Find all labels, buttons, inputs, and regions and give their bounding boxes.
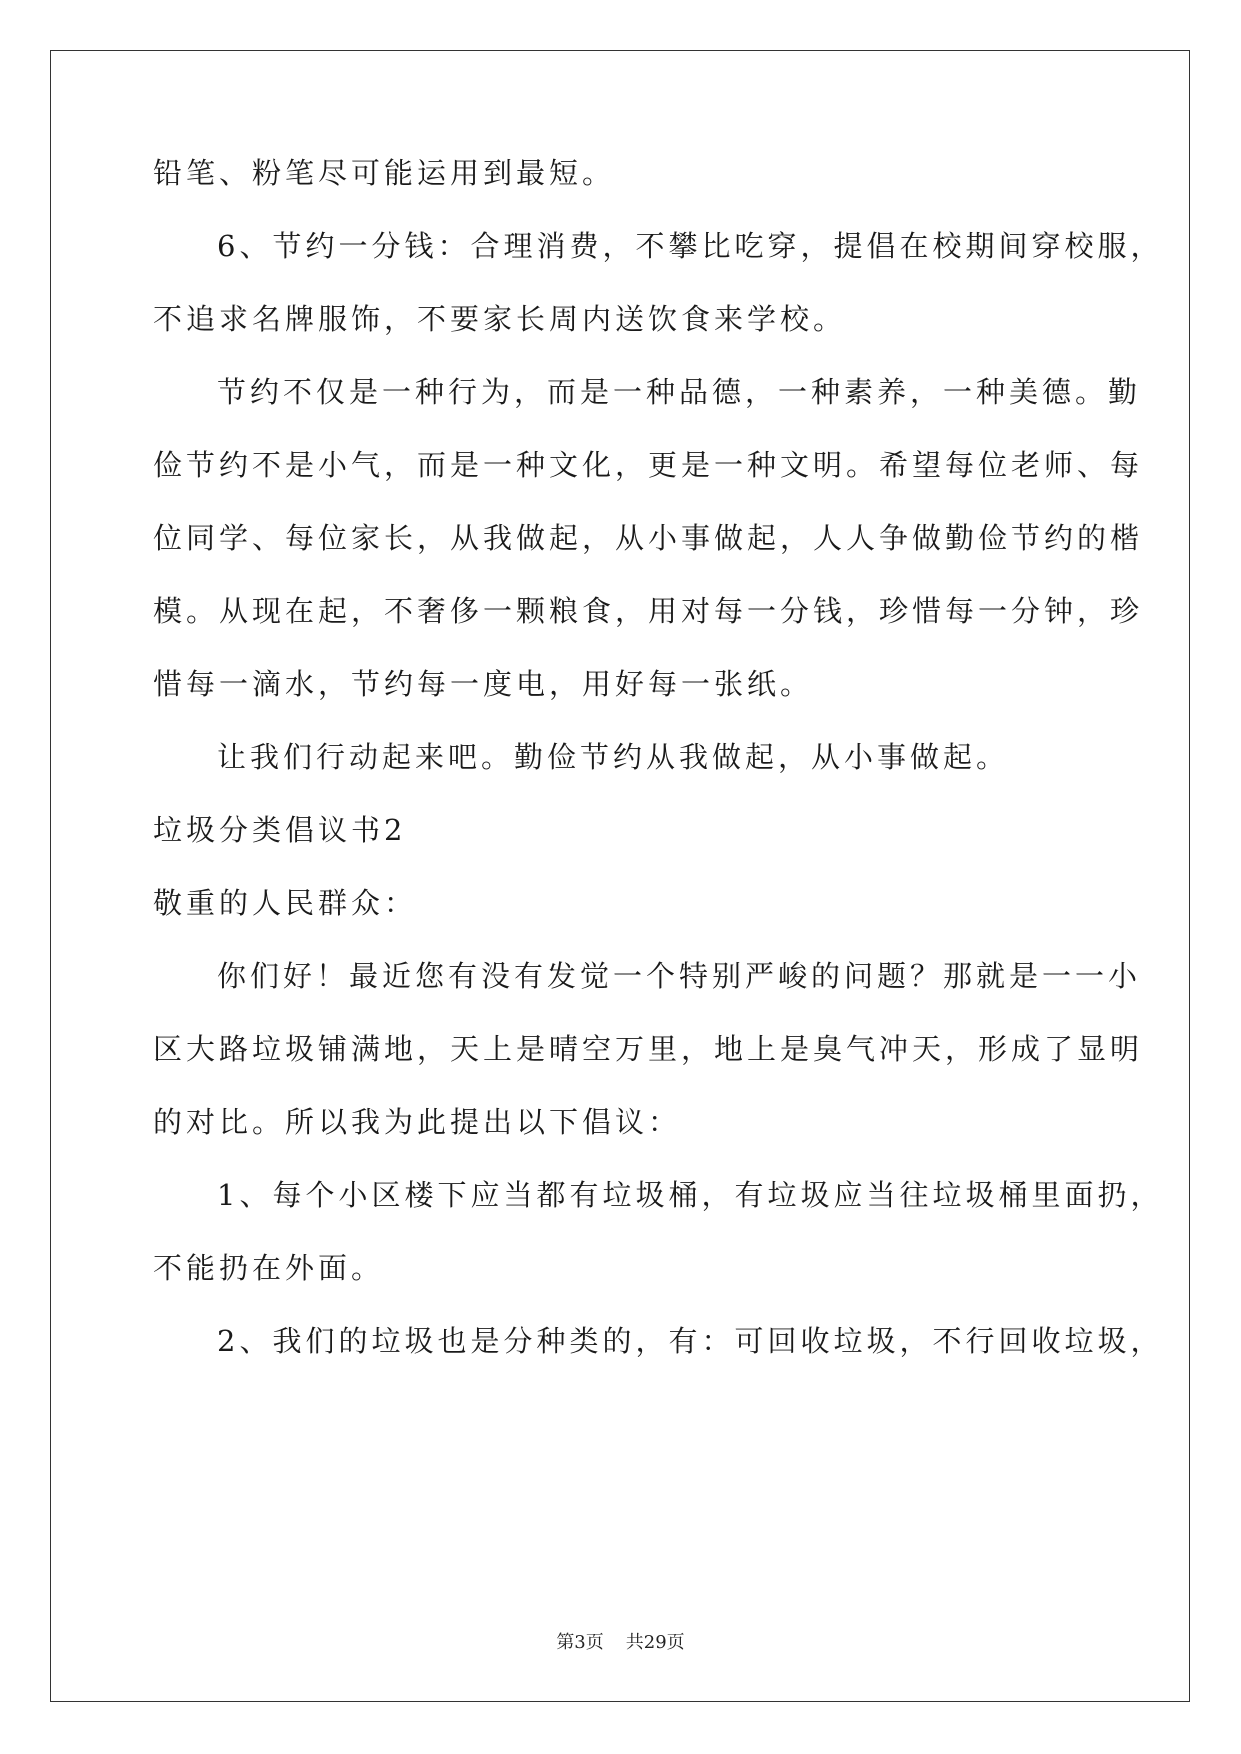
- salutation: 敬重的人民群众：: [153, 886, 418, 920]
- text-line: 1、每个小区楼下应当都有垃圾桶，有垃圾应当往垃圾桶里面扔，: [217, 1178, 1164, 1212]
- page-total: 共29页: [625, 1632, 685, 1653]
- section-heading: 垃圾分类倡议书2: [153, 813, 407, 847]
- text-line: 不能扔在外面。: [153, 1251, 385, 1285]
- text-line: 铅笔、粉笔尽可能运用到最短。: [153, 156, 616, 190]
- text-line: 不追求名牌服饰，不要家长周内送饮食来学校。: [153, 302, 847, 336]
- page-frame: [50, 50, 1190, 1702]
- text-line: 位同学、每位家长，从我做起，从小事做起，人人争做勤俭节约的楷: [153, 521, 1144, 555]
- text-line: 你们好！最近您有没有发觉一个特别严峻的问题？那就是一一小: [217, 959, 1142, 993]
- text-line: 惜每一滴水，节约每一度电，用好每一张纸。: [153, 667, 814, 701]
- text-line: 2、我们的垃圾也是分种类的，有：可回收垃圾，不行回收垃圾，: [217, 1324, 1164, 1358]
- text-line: 的对比。所以我为此提出以下倡议：: [153, 1105, 682, 1139]
- text-line: 6、节约一分钱：合理消费，不攀比吃穿，提倡在校期间穿校服，: [217, 229, 1164, 263]
- text-line: 节约不仅是一种行为，而是一种品德，一种素养，一种美德。勤: [217, 375, 1142, 409]
- text-line: 俭节约不是小气，而是一种文化，更是一种文明。希望每位老师、每: [153, 448, 1144, 482]
- text-line: 区大路垃圾铺满地，天上是晴空万里，地上是臭气冲天，形成了显明: [153, 1032, 1144, 1066]
- page-number: 第3页: [556, 1632, 604, 1653]
- text-line: 模。从现在起，不奢侈一颗粮食，用对每一分钱，珍惜每一分钟，珍: [153, 594, 1144, 628]
- text-line: 让我们行动起来吧。勤俭节约从我做起，从小事做起。: [217, 740, 1010, 774]
- page-footer: [0, 1628, 1241, 1654]
